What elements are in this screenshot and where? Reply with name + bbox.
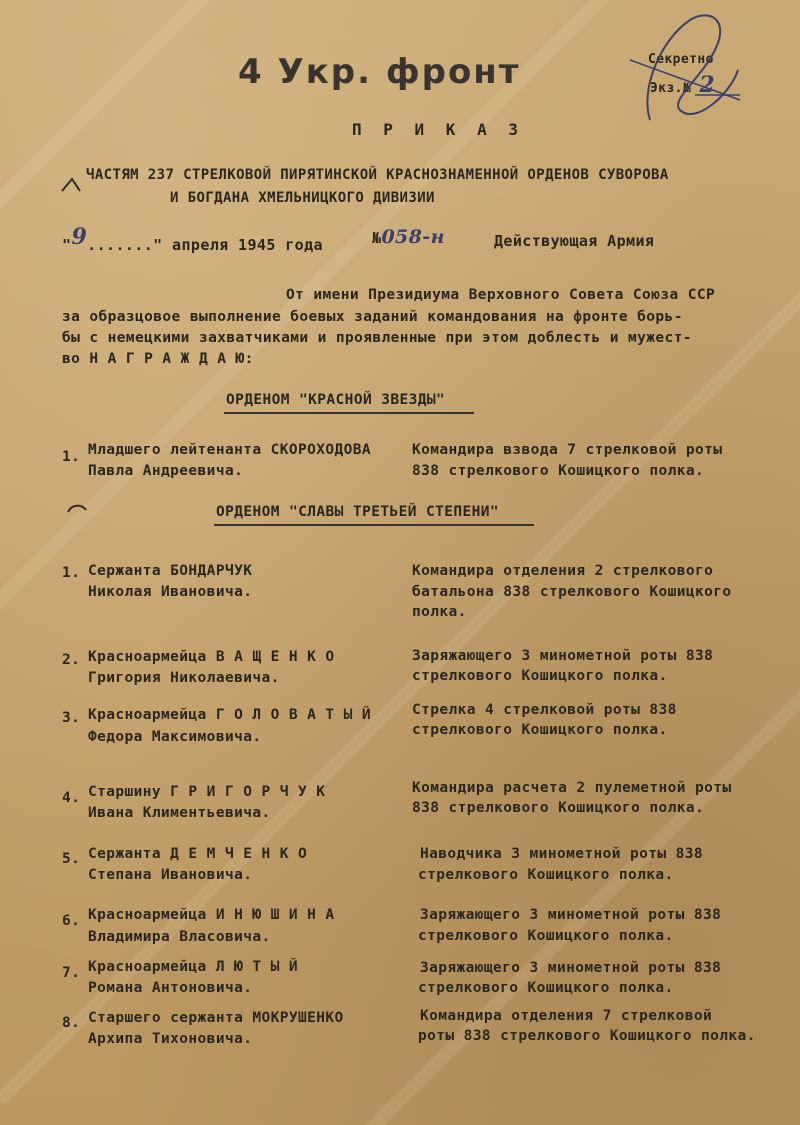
awardee-post-1: Командира отделения 7 стрелковой: [420, 1008, 713, 1024]
awardee-post-1: Заряжающего 3 минометной роты 838: [412, 648, 714, 664]
awardee-name-2: Степана Ивановича.: [88, 867, 253, 883]
awardee-name-2: Павла Андреевича.: [88, 463, 244, 479]
awardee-number: 1.: [62, 449, 81, 465]
awardee-number: 5.: [62, 851, 81, 867]
awardee-post-2: стрелкового Кошицкого полка.: [418, 928, 674, 944]
awardee-number: 4.: [62, 790, 81, 806]
awardee-post-1: Заряжающего 3 минометной роты 838: [420, 960, 722, 976]
army-label: Действующая Армия: [494, 232, 655, 250]
awardee-post-2: 838 стрелкового Кошицкого полка.: [412, 800, 705, 816]
awardee-name-1: Старшину Г Р И Г О Р Ч У К: [88, 784, 326, 800]
awardee-post-2: 838 стрелкового Кошицкого полка.: [412, 463, 705, 479]
section-underline: [224, 412, 474, 414]
preamble-line-3: бы с немецкими захватчиками и проявленные при этом доблесть и мужест-: [62, 330, 692, 346]
margin-mark: [62, 498, 92, 520]
awardee-post-1: Наводчика 3 минометной роты 838: [420, 846, 704, 862]
awardee-name-2: Ивана Климентьевича.: [88, 805, 271, 821]
awardee-name-2: Владимира Власовича.: [88, 929, 271, 945]
preamble-line-2: за образцовое выполнение боевых заданий командования на фронте борь-: [62, 309, 683, 325]
awardee-post-2: стрелкового Кошицкого полка.: [412, 668, 668, 684]
awardee-post-2: стрелкового Кошицкого полка.: [412, 722, 668, 738]
awardee-name-1: Красноармейца И Н Ю Ш И Н А: [88, 907, 335, 923]
awardee-post-1: Стрелка 4 стрелковой роты 838: [412, 702, 677, 718]
awardee-name-1: Красноармейца Л Ю Т Ы Й: [88, 959, 298, 975]
awardee-post-1: Командира отделения 2 стрелкового: [412, 563, 714, 579]
copy-number-label: Экз.№ 2: [650, 72, 716, 98]
awardee-name-2: Федора Максимовича.: [88, 729, 262, 745]
awardee-post-3: полка.: [412, 604, 467, 620]
awardee-number: 6.: [62, 913, 81, 929]
awardee-name-1: Сержанта Д Е М Ч Е Н К О: [88, 846, 308, 862]
awardee-name-1: Красноармейца Г О Л О В А Т Ы Й: [88, 707, 372, 723]
preamble-line-1: От имени Президиума Верховного Совета Союза ССР: [286, 287, 716, 303]
section-title-glory: ОРДЕНОМ "СЛАВЫ ТРЕТЬЕЙ СТЕПЕНИ": [216, 504, 500, 520]
awardee-name-1: Сержанта БОНДАРЧУК: [88, 563, 253, 579]
awardee-number: 8.: [62, 1015, 81, 1031]
awardee-number: 3.: [62, 710, 81, 726]
awardee-post-2: стрелкового Кошицкого полка.: [418, 980, 674, 996]
awardee-post-1: Командира взвода 7 стрелковой роты: [412, 442, 723, 458]
awardee-name-2: Архипа Тихоновича.: [88, 1031, 253, 1047]
awardee-name-2: Николая Ивановича.: [88, 584, 253, 600]
order-number: №058-н: [372, 226, 445, 248]
order-units-line-1: ЧАСТЯМ 237 СТРЕЛКОВОЙ ПИРЯТИНСКОЙ КРАСНОЗНАМЕННОЙ ОРДЕНОВ СУВОРОВА: [86, 167, 669, 183]
awardee-name-1: Старшего сержанта МОКРУШЕНКО: [88, 1010, 344, 1026]
awardee-post-2: роты 838 стрелкового Кошицкого полка.: [418, 1028, 756, 1044]
awardee-number: 1.: [62, 565, 81, 581]
front-title: 4 Укр. фронт: [238, 52, 521, 92]
awardee-post-1: Заряжающего 3 минометной роты 838: [420, 907, 722, 923]
awardee-post-2: батальона 838 стрелкового Кошицкого: [412, 584, 732, 600]
awardee-number: 7.: [62, 965, 81, 981]
awardee-number: 2.: [62, 652, 81, 668]
awardee-name-1: Красноармейца В А Щ Е Н К О: [88, 649, 335, 665]
margin-mark: [58, 175, 88, 197]
order-date: "9......." апреля 1945 года: [62, 224, 323, 254]
order-units-line-2: И БОГДАНА ХМЕЛЬНИЦКОГО ДИВИЗИИ: [170, 190, 435, 206]
awardee-post-1: Командира расчета 2 пулеметной роты: [412, 780, 732, 796]
secret-mark: Секретно: [648, 52, 714, 67]
awardee-name-2: Романа Антоновича.: [88, 980, 253, 996]
preamble-line-4: во Н А Г Р А Ж Д А Ю:: [62, 351, 254, 367]
section-underline: [214, 524, 534, 526]
awardee-name-2: Григория Николаевича.: [88, 670, 280, 686]
copy-number-handwritten: 2: [699, 72, 716, 98]
handwritten-signature: [620, 0, 760, 140]
awardee-name-1: Младшего лейтенанта СКОРОХОДОВА: [88, 442, 372, 458]
order-title: П Р И К А З: [352, 120, 524, 139]
date-day-handwritten: 9: [71, 224, 88, 250]
awardee-post-2: стрелкового Кошицкого полка.: [418, 867, 674, 883]
section-title-red-star: ОРДЕНОМ "КРАСНОЙ ЗВЕЗДЫ": [226, 392, 446, 408]
order-number-handwritten: 058-н: [381, 226, 445, 248]
